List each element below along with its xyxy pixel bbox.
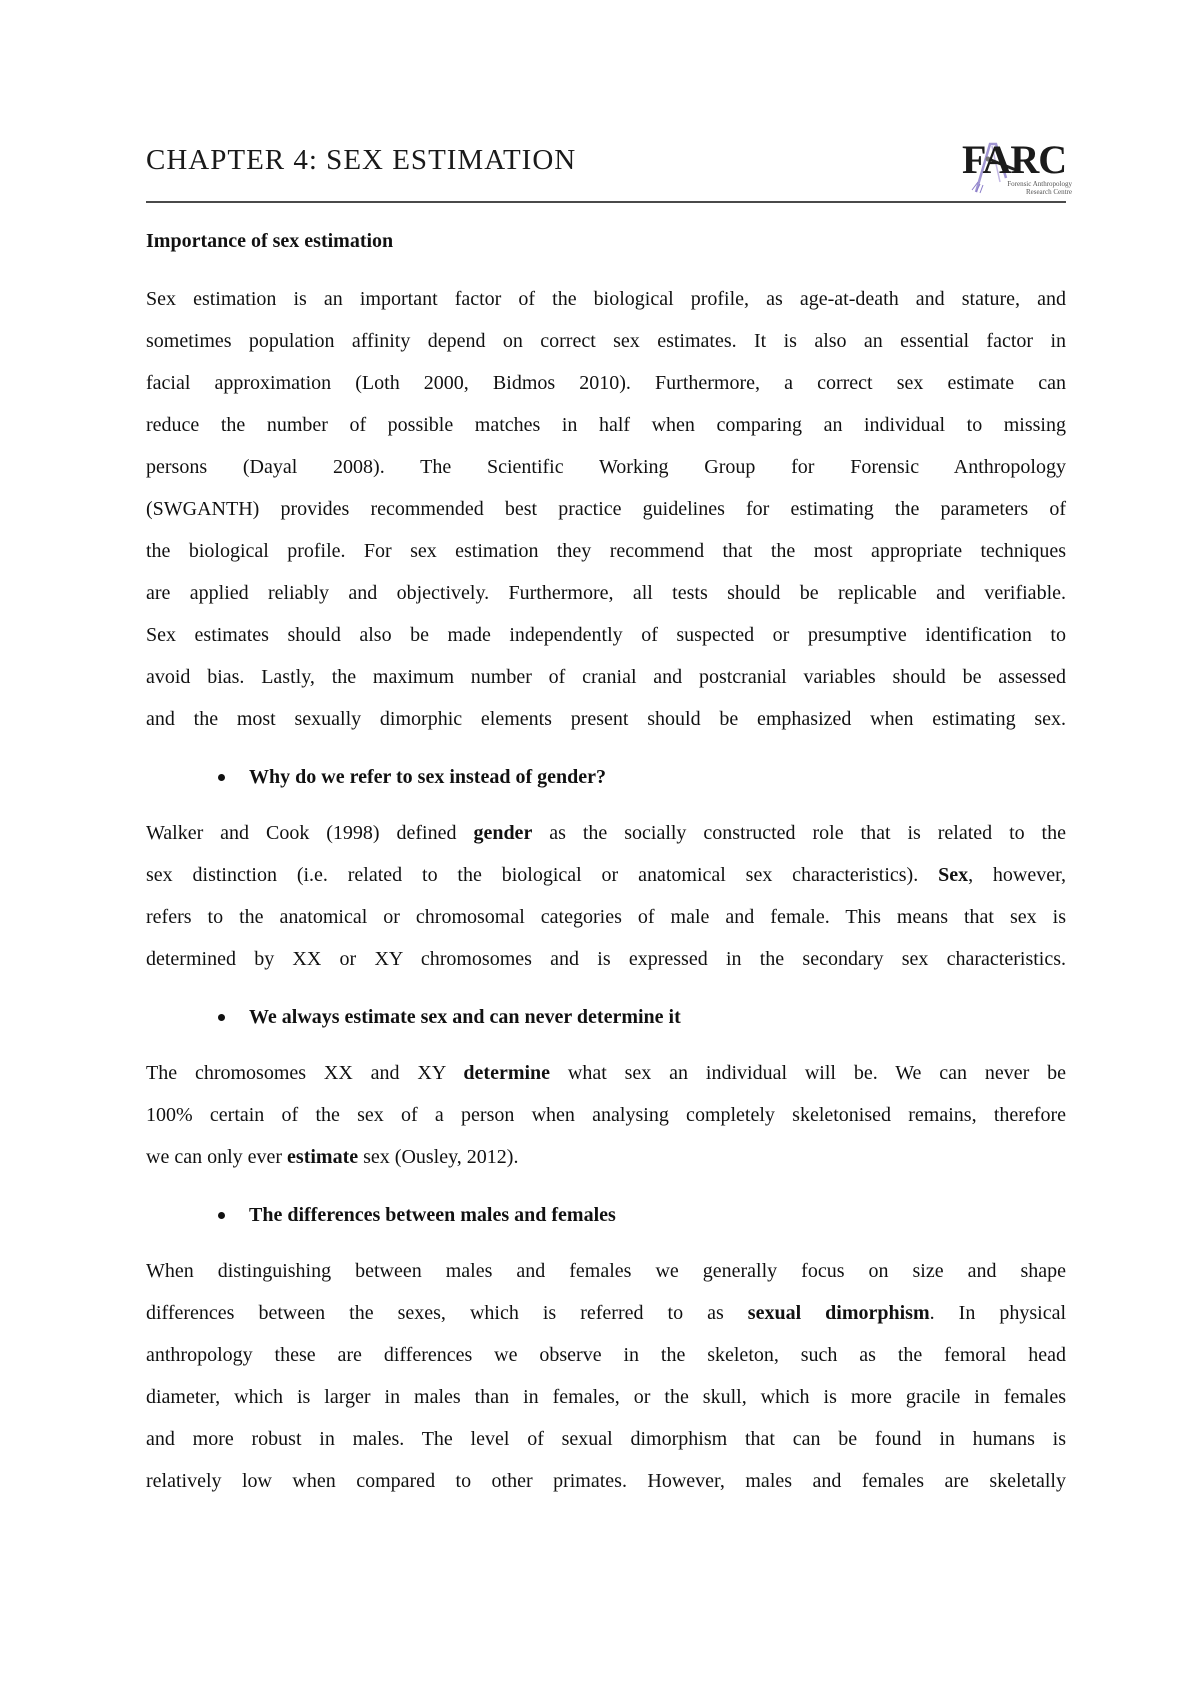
bold-term: Sex xyxy=(938,864,969,886)
bullet-heading-text: Why do we refer to sex instead of gender? xyxy=(249,766,606,788)
text-line: refers to the anatomical or chromosomal categories of male and female. This means that sex is xyxy=(146,906,1066,928)
logo-subtitle xyxy=(980,180,1072,196)
text-line: avoid bias. Lastly, the maximum number of cranial and postcranial variables should be assessed xyxy=(146,666,1066,688)
document-body xyxy=(146,226,1066,1502)
text-line: persons (Dayal 2008). The Scientific Working Group for Forensic Anthropology xyxy=(146,456,1066,478)
text-line: relatively low when compared to other primates. However, males and females are skeletally xyxy=(146,1470,1066,1492)
text-line: facial approximation (Loth 2000, Bidmos 2010). Furthermore, a correct sex estimate can xyxy=(146,372,1066,394)
text-line: Sex estimation is an important factor of the biological profile, as age-at-death and stature, and xyxy=(146,288,1066,310)
text-line: we can only ever estimate sex (Ousley, 2012). xyxy=(146,1146,519,1168)
bold-term: sexual dimorphism xyxy=(747,1302,930,1324)
text-line: and the most sexually dimorphic elements present should be emphasized when estimating sex. xyxy=(146,708,1066,730)
text-line: differences between the sexes, which is referred to as sexual dimorphism. In physical xyxy=(146,1302,1067,1324)
bullet-icon xyxy=(218,1212,225,1219)
bullet-heading xyxy=(146,762,1066,792)
text-line: Walker and Cook (1998) defined gender as the socially constructed role that is related to the xyxy=(146,822,1066,844)
text-line: sometimes population affinity depend on correct sex estimates. It is also an essential factor in xyxy=(146,330,1066,352)
bullet-heading xyxy=(146,1200,1066,1230)
text-line: 100% certain of the sex of a person when analysing completely skeletonised remains, therefore xyxy=(146,1104,1066,1126)
text-line: are applied reliably and objectively. Furthermore, all tests should be replicable and verifiable. xyxy=(146,582,1066,604)
bullet-heading-text: The differences between males and females xyxy=(249,1204,616,1226)
text-line: When distinguishing between males and females we generally focus on size and shape xyxy=(146,1260,1066,1282)
section-heading: Importance of sex estimation xyxy=(146,230,394,252)
text-line: determined by XX or XY chromosomes and is expressed in the secondary sex characteristics. xyxy=(146,948,1066,970)
bullet-icon xyxy=(218,1014,225,1021)
paragraph-estimate-vs-determine xyxy=(146,1052,1066,1178)
text-line: sex distinction (i.e. related to the biological or anatomical sex characteristics). Sex, however, xyxy=(146,864,1066,886)
text-line: reduce the number of possible matches in half when comparing an individual to missing xyxy=(146,414,1066,436)
text-line: (SWGANTH) provides recommended best practice guidelines for estimating the parameters of xyxy=(146,498,1066,520)
text-line: anthropology these are differences we observe in the skeleton, such as the femoral head xyxy=(146,1344,1066,1366)
logo-letters: FARC xyxy=(962,137,1067,182)
header-divider xyxy=(146,201,1066,203)
text-line: and more robust in males. The level of sexual dimorphism that can be found in humans is xyxy=(146,1428,1066,1450)
chapter-title: CHAPTER 4: SEX ESTIMATION xyxy=(146,144,577,176)
paragraph-sex-vs-gender xyxy=(146,812,1066,980)
paragraph-importance xyxy=(146,278,1066,740)
logo-subtitle-line1: Forensic Anthropology xyxy=(1007,180,1072,188)
text-line: diameter, which is larger in males than in females, or the skull, which is more gracile in females xyxy=(146,1386,1066,1408)
text-line: Sex estimates should also be made independently of suspected or presumptive identification to xyxy=(146,624,1066,646)
bold-term: gender xyxy=(473,822,533,844)
text-line: The chromosomes XX and XY determine what sex an individual will be. We can never be xyxy=(146,1062,1066,1084)
bullet-heading-text: We always estimate sex and can never determine it xyxy=(249,1006,681,1028)
page-header xyxy=(146,137,1067,202)
logo-subtitle-line2: Research Centre xyxy=(1025,188,1072,196)
bold-term: estimate xyxy=(287,1146,359,1168)
farc-logo xyxy=(962,138,1070,198)
bullet-icon xyxy=(218,774,225,781)
bold-term: determine xyxy=(463,1062,551,1084)
bullet-heading xyxy=(146,1002,1066,1032)
text-line: the biological profile. For sex estimation they recommend that the most appropriate techniques xyxy=(146,540,1066,562)
paragraph-differences xyxy=(146,1250,1066,1502)
